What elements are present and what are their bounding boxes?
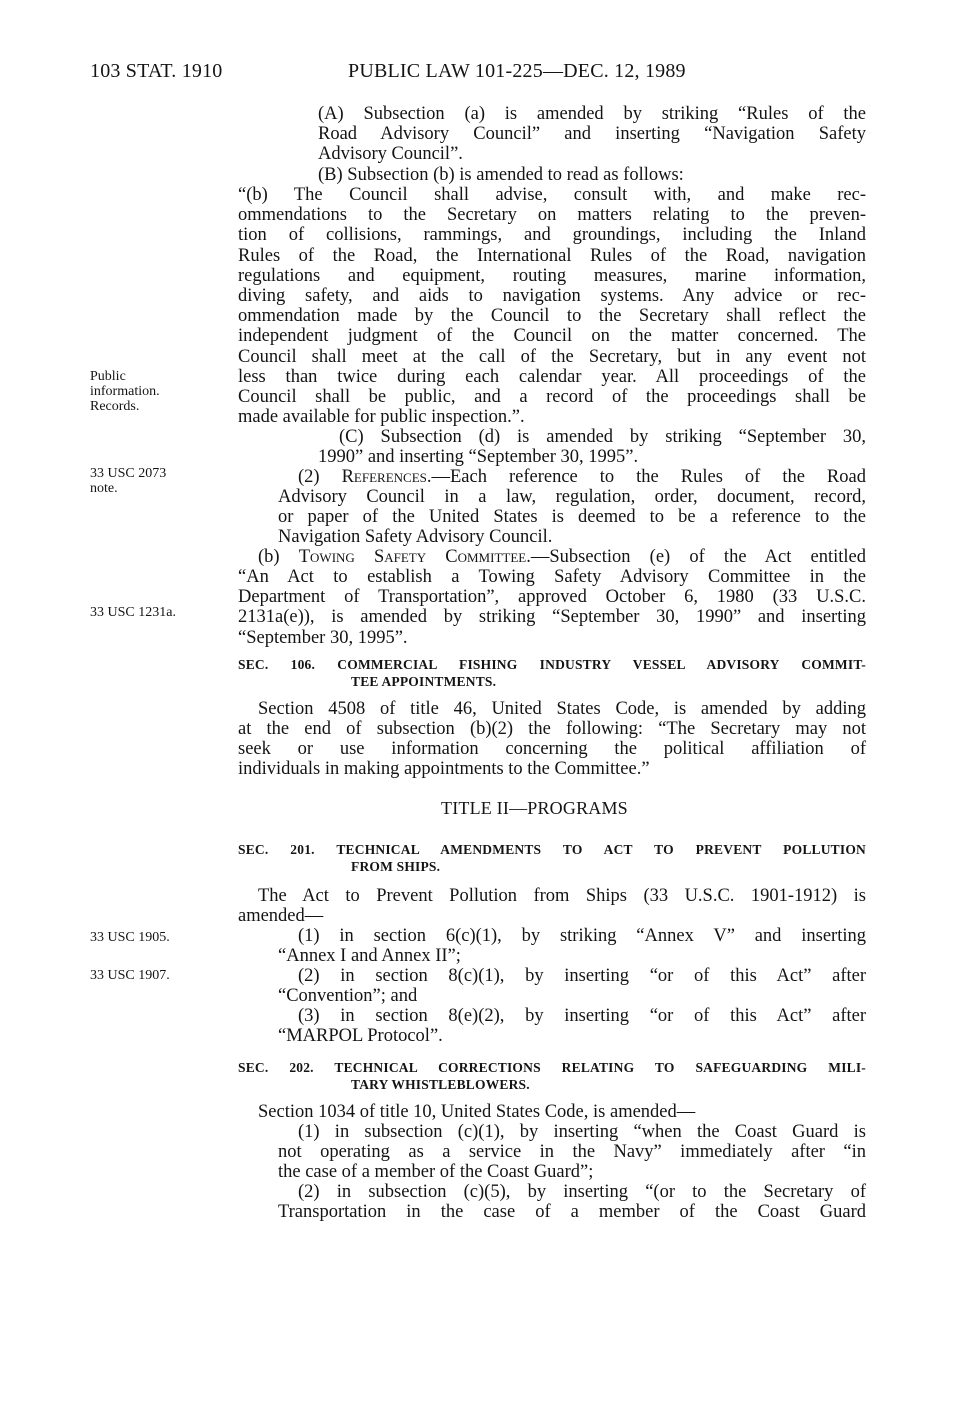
section-202-heading: SEC. 202. TECHNICAL CORRECTIONS RELATING TO SAFEGUARDING MILI-: [238, 1060, 866, 1075]
paragraph-references: Advisory Council in a law, regulation, order, document, record, or paper of the United States is deemed to be a reference to the Navigation Safety Advisory Council.: [278, 487, 866, 548]
paragraph-c-cont: 1990” and inserting “September 30, 1995”.: [318, 447, 639, 467]
margin-note-public-information: Public information. Records.: [90, 369, 160, 414]
paragraph-towing: “An Act to establish a Towing Safety Advisory Committee in the Department of Transportation”, approved October 6, 1980 (33 U.S.C. 2131a(e)), is amended by striking “September 30, 1990” and inserting “September 30, 1995”.: [238, 567, 866, 648]
title-heading: TITLE II—PROGRAMS: [441, 798, 628, 818]
margin-note-33-usc-2073: 33 USC 2073 note.: [90, 466, 167, 496]
section-201-item-1-cont: “Annex I and Annex II”;: [278, 946, 461, 966]
section-202-text: Section 1034 of title 10, United States Code, is amended—: [258, 1102, 696, 1122]
section-106-heading: SEC. 106. COMMERCIAL FISHING INDUSTRY VESSEL ADVISORY COMMIT-: [238, 657, 866, 672]
section-201-item-2-cont: “Convention”; and: [278, 986, 418, 1006]
margin-note-33-usc-1905: 33 USC 1905.: [90, 930, 170, 945]
running-head: PUBLIC LAW 101-225—DEC. 12, 1989: [348, 60, 686, 82]
section-106-text: at the end of subsection (b)(2) the following: “The Secretary may not seek or use information concerning the political affiliation of individuals in making appointments to the Committee.”: [238, 719, 866, 780]
paragraph-b-intro: (B) Subsection (b) is amended to read as follows:: [318, 165, 684, 185]
margin-note-33-usc-1907: 33 USC 1907.: [90, 968, 170, 983]
page-stat-citation: 103 STAT. 1910: [90, 60, 223, 82]
section-202-item-2-cont: Transportation in the case of a member of the Coast Guard: [278, 1202, 866, 1222]
section-201-text-first: The Act to Prevent Pollution from Ships (33 U.S.C. 1901-1912) is: [258, 886, 866, 906]
section-202-item-1: (1) in subsection (c)(1), by inserting “when the Coast Guard is: [298, 1122, 866, 1142]
paragraph-a: (A) Subsection (a) is amended by striking “Rules of the Road Advisory Council” and inserting “Navigation Safety Advisory Council”.: [318, 104, 866, 165]
paragraph-b-quoted: “(b) The Council shall advise, consult with, and make rec- ommendations to the Secretary on matters relating to the preven- tion of collisions, rammings, and groundings, including the Inland Rules of the Road, the International Rules of the Road, navigation regulations and equipment, routing measures, marine information, diving safety, and aids to navigation systems. Any advice or rec- ommendation made by the Council to the Secretary shall reflect the independent judgment of the Council on the matter concerned. The Council shall meet at the call of the Secretary, but in any event not less than twice during each calendar year. All proceedings of the Council shall be public, and a record of the proceedings shall be made available for public inspection.”.: [238, 185, 866, 428]
section-201-text: amended—: [238, 906, 324, 926]
section-106-text-first: Section 4508 of title 46, United States Code, is amended by adding: [258, 699, 866, 719]
section-201-heading: SEC. 201. TECHNICAL AMENDMENTS TO ACT TO PREVENT POLLUTION: [238, 842, 866, 857]
section-202-item-2: (2) in subsection (c)(5), by inserting “(or to the Secretary of: [298, 1182, 866, 1202]
section-201-item-1: (1) in section 6(c)(1), by striking “Annex V” and inserting: [298, 926, 866, 946]
section-202-heading-cont: TARY WHISTLEBLOWERS.: [351, 1077, 530, 1092]
paragraph-c: (C) Subsection (d) is amended by striking “September 30,: [339, 427, 866, 447]
margin-note-33-usc-1231a: 33 USC 1231a.: [90, 605, 176, 620]
section-202-item-1-cont: not operating as a service in the Navy” immediately after “in the case of a member of the Coast Guard”;: [278, 1142, 866, 1183]
section-106-heading-cont: TEE APPOINTMENTS.: [351, 674, 497, 689]
section-201-item-2: (2) in section 8(c)(1), by inserting “or of this Act” after: [298, 966, 866, 986]
section-201-item-3-cont: “MARPOL Protocol”.: [278, 1026, 443, 1046]
section-201-heading-cont: FROM SHIPS.: [351, 859, 441, 874]
paragraph-towing-head: (b) Towing Safety Committee.—Subsection (e) of the Act entitled: [258, 547, 866, 567]
paragraph-references-head: (2) References.—Each reference to the Rules of the Road: [298, 467, 866, 487]
section-201-item-3: (3) in section 8(e)(2), by inserting “or of this Act” after: [298, 1006, 866, 1026]
